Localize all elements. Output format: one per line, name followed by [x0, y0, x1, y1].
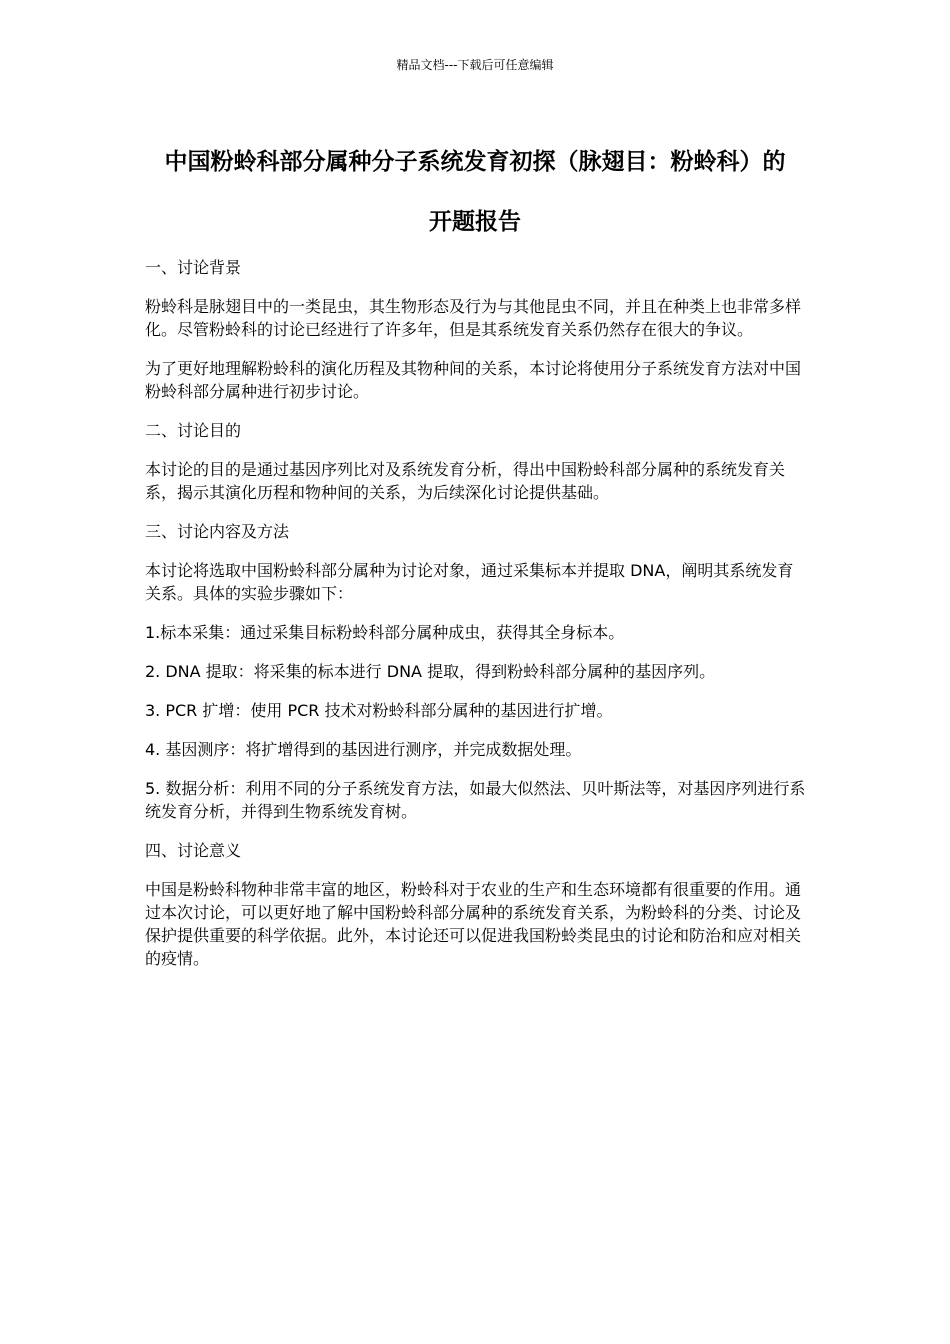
document-title: 中国粉蛉科部分属种分子系统发育初探（脉翅目：粉蛉科）的开题报告	[164, 149, 786, 235]
list-item: 2. DNA 提取：将采集的标本进行 DNA 提取，得到粉蛉科部分属种的基因序列。	[145, 662, 716, 681]
list-item: 4. 基因测序：将扩增得到的基因进行测序，并完成数据处理。	[145, 740, 582, 759]
section-heading: 二、讨论目的	[145, 421, 242, 440]
paragraph: 为了更好地理解粉蛉科的演化历程及其物种间的关系，本讨论将使用分子系统发育方法对中国粉蛉科部分属种进行初步讨论。	[145, 359, 802, 401]
paragraph: 本讨论将选取中国粉蛉科部分属种为讨论对象，通过采集标本并提取 DNA，阐明其系统发育关系。具体的实验步骤如下：	[145, 561, 794, 603]
list-item: 5. 数据分析：利用不同的分子系统发育方法，如最大似然法、贝叶斯法等，对基因序列进行系统发育分析，并得到生物系统发育树。	[145, 779, 806, 821]
header-note: 精品文档---下载后可任意编辑	[396, 58, 554, 72]
paragraph: 粉蛉科是脉翅目中的一类昆虫，其生物形态及行为与其他昆虫不同，并且在种类上也非常多样化。尽管粉蛉科的讨论已经进行了许多年，但是其系统发育关系仍然存在很大的争议。	[145, 297, 802, 339]
section-heading: 三、讨论内容及方法	[145, 522, 290, 541]
paragraph: 本讨论的目的是通过基因序列比对及系统发育分析，得出中国粉蛉科部分属种的系统发育关系，揭示其演化历程和物种间的关系，为后续深化讨论提供基础。	[145, 460, 786, 502]
paragraph: 中国是粉蛉科物种非常丰富的地区，粉蛉科对于农业的生产和生态环境都有很重要的作用。通过本次讨论，可以更好地了解中国粉蛉科部分属种的系统发育关系，为粉蛉科的分类、讨论及保护提供重要的科学依据。此外，本讨论还可以促进我国粉蛉类昆虫的讨论和防治和应对相关的疫情。	[145, 880, 802, 968]
section-heading: 四、讨论意义	[145, 841, 242, 860]
list-item: 3. PCR 扩增：使用 PCR 技术对粉蛉科部分属种的基因进行扩增。	[145, 701, 613, 720]
document-body	[145, 256, 807, 986]
section-heading: 一、讨论背景	[145, 258, 242, 277]
list-item: 1.标本采集：通过采集目标粉蛉科部分属种成虫，获得其全身标本。	[145, 623, 625, 642]
